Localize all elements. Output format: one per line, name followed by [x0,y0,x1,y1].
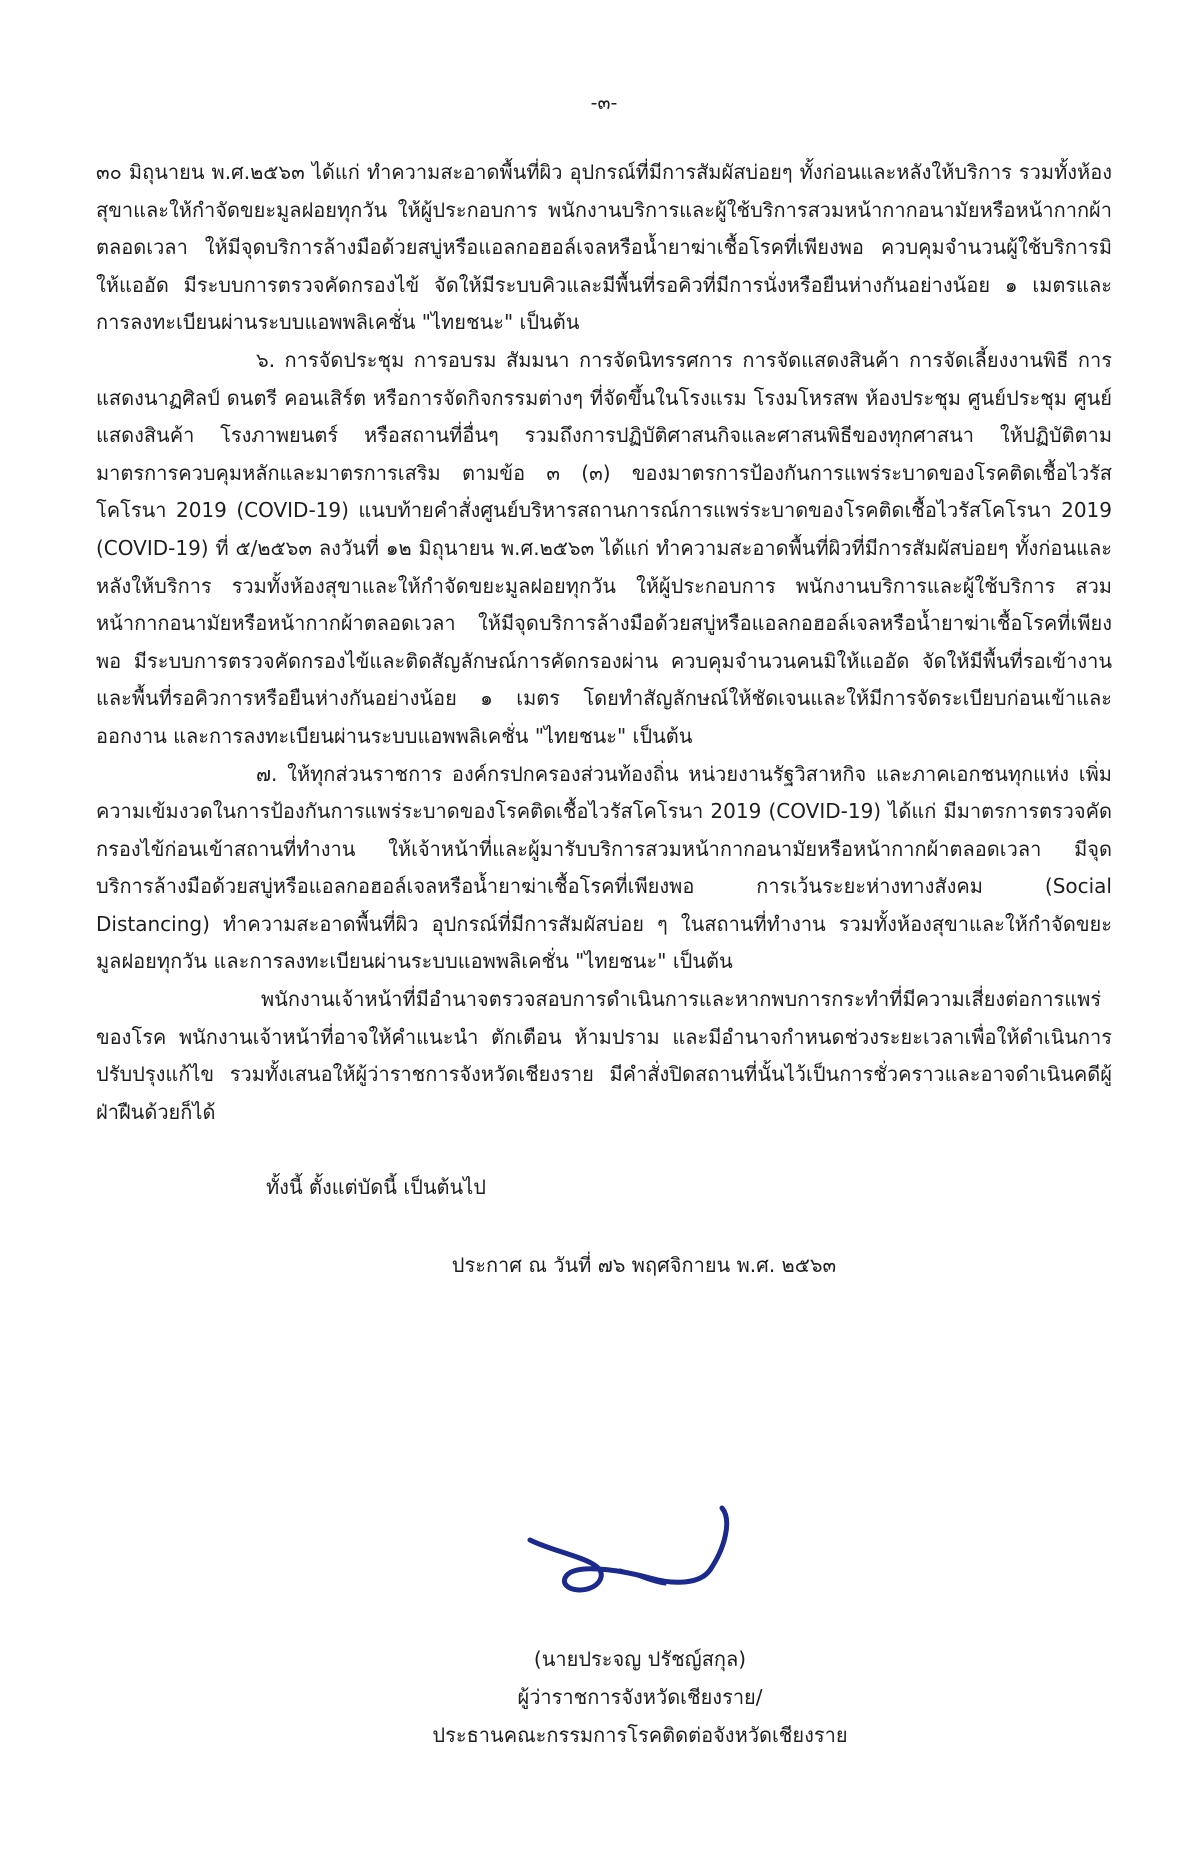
paragraph-item-6: ๖. การจัดประชุม การอบรม สัมมนา การจัดนิทรรศการ การจัดแสดงสินค้า การจัดเลี้ยงงานพิธี การแสดงนาฏศิลป์ ดนตรี คอนเสิร์ต หรือการจัดกิจกรรมต่างๆ ที่จัดขึ้นในโรงแรม โรงมโหรสพ ห้องประชุม ศูนย์ประชุม ศูนย์แสดงสินค้า โรงภาพยนตร์ หรือสถานที่อื่นๆ รวมถึงการปฏิบัติศาสนกิจและศาสนพิธีของทุกศาสนา ให้ปฏิบัติตามมาตรการควบคุมหลักและมาตรการเสริม ตามข้อ ๓ (๓) ของมาตรการป้องกันการแพร่ระบาดของโรคติดเชื้อไวรัสโคโรนา 2019 (COVID-19) แนบท้ายคำสั่งศูนย์บริหารสถานการณ์การแพร่ระบาดของโรคติดเชื้อไวรัสโคโรนา 2019 (COVID-19) ที่ ๕/๒๕๖๓ ลงวันที่ ๑๒ มิถุนายน พ.ศ.๒๕๖๓ ได้แก่ ทำความสะอาดพื้นที่ผิวที่มีการสัมผัสบ่อยๆ ทั้งก่อนและหลังให้บริการ รวมทั้งห้องสุขาและให้กำจัดขยะมูลฝอยทุกวัน ให้ผู้ประกอบการ พนักงานบริการและผู้ใช้บริการ สวมหน้ากากอนามัยหรือหน้ากากผ้าตลอดเวลา ให้มีจุดบริการล้างมือด้วยสบู่หรือแอลกอฮอล์เจลหรือน้ำยาฆ่าเชื้อโรคที่เพียงพอ มีระบบการตรวจคัดกรองไข้และติดสัญลักษณ์การคัดกรองผ่าน ควบคุมจำนวนคนมิให้แออัด จัดให้มีพื้นที่รอเข้างานและพื้นที่รอคิวการหรือยืนห่างกันอย่างน้อย ๑ เมตร โดยทำสัญลักษณ์ให้ชัดเจนและให้มีการจัดระเบียบก่อนเข้าและออกงาน และการลงทะเบียนผ่านระบบแอพพลิเคชั่น "ไทยชนะ" เป็นต้น [96,347,1112,748]
signer-committee-title: ประธานคณะกรรมการโรคติดต่อจังหวัดเชียงราย [432,1723,848,1747]
signer-name: (นายประจญ ปรัชญ์สกุล) [533,1647,747,1671]
paragraph-authority: พนักงานเจ้าหน้าที่มีอำนาจตรวจสอบการดำเนินการและหากพบการกระทำที่มีความเสี่ยงต่อการแพร่ของโรค พนักงานเจ้าหน้าที่อาจให้คำแนะนำ ตักเตือน ห้ามปราม และมีอำนาจกำหนดช่วงระยะเวลาเพื่อให้ดำเนินการปรับปรุงแก้ไข รวมทั้งเสนอให้ผู้ว่าราชการจังหวัดเชียงราย มีคำสั่งปิดสถานที่นั้นไว้เป็นการชั่วคราวและอาจดำเนินคดีผู้ฝ่าฝืนด้วยก็ได้ [96,987,1112,1124]
page-number: -๓- [590,92,618,114]
effective-clause: ทั้งนี้ ตั้งแต่บัดนี้ เป็นต้นไป [266,1175,486,1200]
paragraph-item-7: ๗. ให้ทุกส่วนราชการ องค์กรปกครองส่วนท้องถิ่น หน่วยงานรัฐวิสาหกิจ และภาคเอกชนทุกแห่ง เพิ่มความเข้มงวดในการป้องกันการแพร่ระบาดของโรคติดเชื้อไวรัสโคโรนา 2019 (COVID-19) ได้แก่ มีมาตรการตรวจคัดกรองไข้ก่อนเข้าสถานที่ทำงาน ให้เจ้าหน้าที่และผู้มารับบริการสวมหน้ากากอนามัยหรือหน้ากากผ้าตลอดเวลา มีจุดบริการล้างมือด้วยสบู่หรือแอลกอฮอล์เจลหรือน้ำยาฆ่าเชื้อโรคที่เพียงพอ การเว้นระยะห่างทางสังคม (Social Distancing) ทำความสะอาดพื้นที่ผิว อุปกรณ์ที่มีการสัมผัสบ่อย ๆ ในสถานที่ทำงาน รวมทั้งห้องสุขาและให้กำจัดขยะมูลฝอยทุกวัน และการลงทะเบียนผ่านระบบแอพพลิเคชั่น "ไทยชนะ" เป็นต้น [96,761,1112,974]
paragraph-continuation: ๓๐ มิถุนายน พ.ศ.๒๕๖๓ ได้แก่ ทำความสะอาดพื้นที่ผิว อุปกรณ์ที่มีการสัมผัสบ่อยๆ ทั้งก่อนและหลังให้บริการ รวมทั้งห้องสุขาและให้กำจัดขยะมูลฝอยทุกวัน ให้ผู้ประกอบการ พนักงานบริการและผู้ใช้บริการสวมหน้ากากอนามัยหรือหน้ากากผ้าตลอดเวลา ให้มีจุดบริการล้างมือด้วยสบู่หรือแอลกอฮอล์เจลหรือน้ำยาฆ่าเชื้อโรคที่เพียงพอ ควบคุมจำนวนผู้ใช้บริการมิให้แออัด มีระบบการตรวจคัดกรองไข้ จัดให้มีระบบคิวและมีพื้นที่รอคิวที่มีการนั่งหรือยืนห่างกันอย่างน้อย ๑ เมตรและการลงทะเบียนผ่านระบบแอพพลิเคชั่น "ไทยชนะ" เป็นต้น [96,160,1112,335]
signer-block [0,1640,1200,1754]
signer-title: ผู้ว่าราชการจังหวัดเชียงราย/ [517,1685,763,1709]
announcement-date: ประกาศ ณ วันที่ ๗๖ พฤศจิกายน พ.ศ. ๒๕๖๓ [451,1253,837,1278]
handwritten-signature [500,1500,800,1600]
